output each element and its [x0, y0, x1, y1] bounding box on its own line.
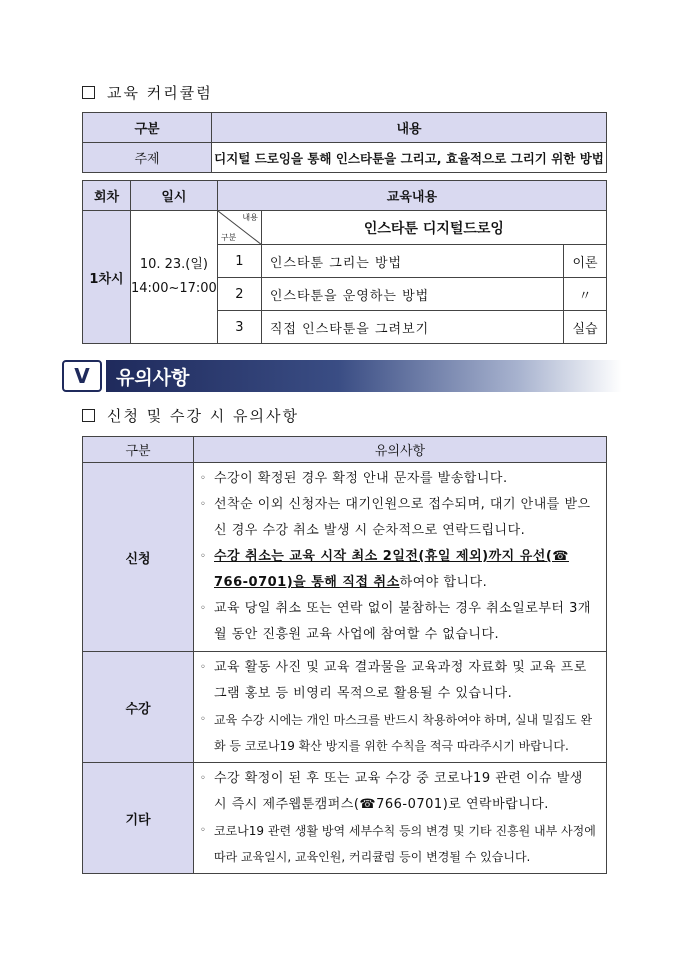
etc-note-2: 코로나19 관련 생활 방역 세부수칙 등의 변경 및 기타 진흥원 내부 사정에 따라 교육일시, 교육인원, 커리큘럼 등이 변경될 수 있습니다.	[214, 824, 596, 864]
bullet: ◦	[200, 662, 207, 673]
topic-table	[82, 112, 607, 173]
list-item	[200, 707, 598, 759]
topic-row-label: 주제	[83, 143, 212, 173]
checkbox-icon	[82, 409, 95, 422]
section-number: V	[62, 360, 102, 392]
etc-note-1: 수강 확정이 된 후 또는 교육 수강 중 코로나19 관련 이슈 발생 시 즉시 제주웹툰캠퍼스(☎766-0701)로 연락바랍니다.	[214, 771, 583, 812]
course-title: 인스타툰 디지털드로잉	[261, 211, 606, 245]
notes-heading-text: 신청 및 수강 시 유의사항	[107, 407, 299, 425]
list-item	[200, 544, 598, 596]
diag-top-label: 내용	[242, 213, 258, 222]
curriculum-heading-text: 교육 커리큘럼	[107, 84, 213, 102]
bullet: ◦	[200, 714, 207, 725]
checkbox-icon	[82, 86, 95, 99]
notes-header-category: 구분	[83, 437, 194, 463]
row-no: 2	[217, 278, 261, 311]
apply-note-4: 교육 당일 취소 또는 연락 없이 불참하는 경우 취소일로부터 3개월 동안 진흥원 교육 사업에 참여할 수 없습니다.	[214, 601, 591, 642]
bullet: ◦	[200, 499, 207, 510]
bullet: ◦	[200, 773, 207, 784]
schedule-table	[82, 180, 607, 344]
bullet: ◦	[200, 603, 207, 614]
session-date: 10. 23.(일)	[139, 257, 208, 272]
row-content: 직접 인스타툰을 그려보기	[261, 311, 563, 344]
list-item	[200, 466, 598, 492]
list-item	[200, 655, 598, 707]
curriculum-heading	[82, 82, 213, 103]
bullet: ◦	[200, 551, 207, 562]
attend-notes	[194, 652, 607, 763]
notes-heading	[82, 405, 299, 426]
etc-notes	[194, 763, 607, 874]
topic-header-content: 내용	[212, 113, 607, 143]
section-header	[62, 359, 622, 393]
notes-header-notes: 유의사항	[194, 437, 607, 463]
list-item	[200, 766, 598, 818]
diag-bottom-label: 구분	[220, 233, 237, 242]
row-content: 인스타툰 그리는 방법	[261, 245, 563, 278]
bullet: ◦	[200, 473, 207, 484]
schedule-header-datetime: 일시	[131, 181, 218, 211]
apply-label: 신청	[83, 463, 194, 652]
row-type: 〃	[564, 278, 607, 311]
list-item	[200, 492, 598, 544]
notes-table	[82, 436, 607, 874]
etc-label: 기타	[83, 763, 194, 874]
row-content: 인스타툰을 운영하는 방법	[261, 278, 563, 311]
row-type: 실습	[564, 311, 607, 344]
apply-note-3-rest: 하여야 합니다.	[399, 575, 488, 590]
attend-note-2: 교육 수강 시에는 개인 마스크를 반드시 착용하여야 하며, 실내 밀집도 완화 등 코로나19 확산 방지를 위한 수칙을 적극 따라주시기 바랍니다.	[214, 713, 593, 753]
apply-note-1: 수강이 확정된 경우 확정 안내 문자를 발송합니다.	[214, 471, 508, 486]
schedule-header-content: 교육내용	[217, 181, 606, 211]
row-no: 3	[217, 311, 261, 344]
apply-note-2: 선착순 이외 신청자는 대기인원으로 접수되며, 대기 안내를 받으신 경우 수강 취소 발생 시 순차적으로 연락드립니다.	[214, 497, 591, 538]
row-type: 이론	[564, 245, 607, 278]
session-label: 1차시	[83, 211, 131, 344]
diagonal-header-cell	[217, 211, 261, 245]
schedule-header-session: 회차	[83, 181, 131, 211]
apply-notes	[194, 463, 607, 652]
topic-header-category: 구분	[83, 113, 212, 143]
section-title: 유의사항	[106, 360, 622, 392]
attend-label: 수강	[83, 652, 194, 763]
session-time: 14:00~17:00	[131, 281, 217, 296]
list-item	[200, 818, 598, 870]
bullet: ◦	[200, 825, 207, 836]
session-datetime	[131, 211, 218, 344]
list-item	[200, 596, 598, 648]
apply-note-3-emphasis: 수강 취소는 교육 시작 최소 2일전(휴일 제외)까지 유선(☎ 766-0701)을 통해 직접 취소	[214, 549, 569, 590]
attend-note-1: 교육 활동 사진 및 교육 결과물을 교육과정 자료화 및 교육 프로그램 홍보 등 비영리 목적으로 활용될 수 있습니다.	[214, 660, 587, 701]
topic-row-value: 디지털 드로잉을 통해 인스타툰을 그리고, 효율적으로 그리기 위한 방법	[212, 143, 607, 173]
row-no: 1	[217, 245, 261, 278]
